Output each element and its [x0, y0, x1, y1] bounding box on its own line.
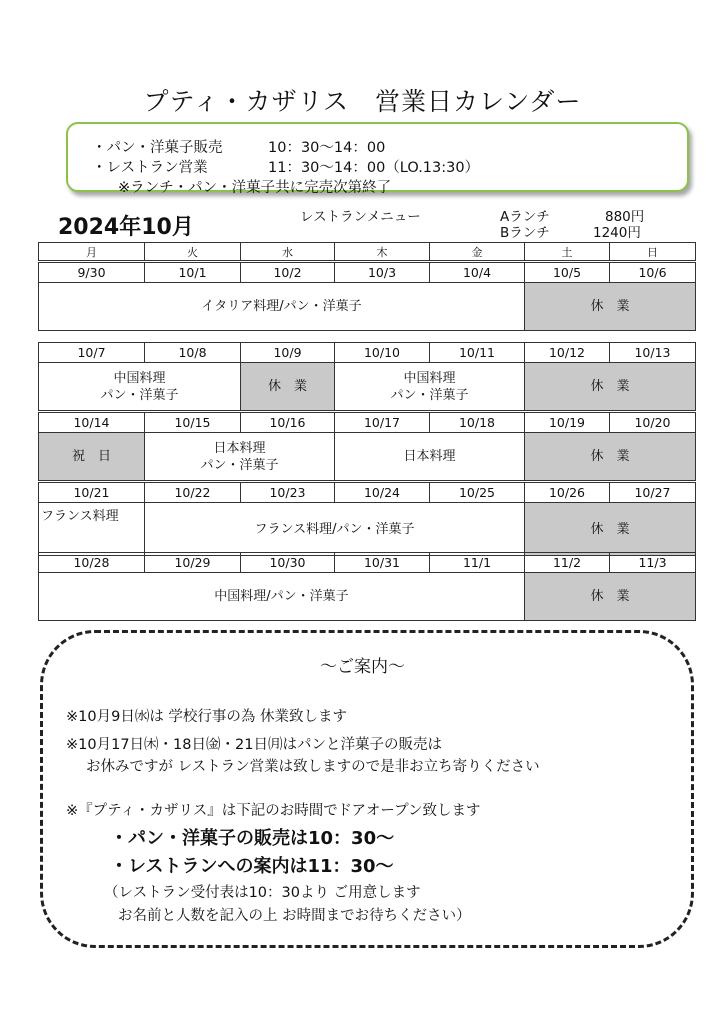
closed-cell: 休 業	[241, 363, 335, 411]
calendar-week	[38, 262, 696, 331]
weekday-header	[38, 242, 696, 261]
date-cell: 10/2	[241, 263, 335, 283]
weekday-label: 日	[610, 243, 696, 261]
notice-highlight: ・レストランへの案内は11：30～	[110, 856, 394, 877]
notice-line: ※10月17日㈭・18日㈮・21日㈪はパンと洋菓子の販売は	[66, 737, 442, 753]
calendar-week	[38, 482, 696, 556]
menu-item-price: 880円	[605, 209, 645, 225]
weekday-label: 火	[145, 243, 241, 261]
date-cell: 10/15	[145, 413, 241, 433]
weekday-label: 水	[241, 243, 335, 261]
menu-item-name: Aランチ	[500, 209, 550, 225]
calendar-week	[38, 412, 696, 481]
date-cell: 10/27	[610, 483, 696, 503]
date-cell: 10/21	[39, 483, 145, 503]
date-cell: 10/6	[610, 263, 696, 283]
date-cell: 10/30	[241, 553, 335, 573]
date-cell: 10/17	[335, 413, 430, 433]
date-cell: 10/14	[39, 413, 145, 433]
closed-cell: 祝 日	[39, 433, 145, 481]
date-cell: 10/31	[335, 553, 430, 573]
date-cell: 10/10	[335, 343, 430, 363]
date-cell: 11/1	[430, 553, 525, 573]
date-cell: 10/12	[525, 343, 610, 363]
date-cell: 11/3	[610, 553, 696, 573]
closed-cell: 休 業	[525, 283, 696, 331]
weekday-label: 金	[430, 243, 525, 261]
date-cell: 10/3	[335, 263, 430, 283]
hours-label: ・パン・洋菓子販売	[92, 140, 223, 156]
date-cell: 11/2	[525, 553, 610, 573]
weekday-label: 土	[525, 243, 610, 261]
date-cell: 10/8	[145, 343, 241, 363]
date-cell: 9/30	[39, 263, 145, 283]
menu-cell: 日本料理 パン・洋菓子	[145, 433, 335, 481]
date-cell: 10/11	[430, 343, 525, 363]
notice-highlight: ・パン・洋菓子の販売は10：30～	[110, 828, 395, 849]
notice-line: （レストラン受付表は10：30より ご用意します	[104, 885, 421, 901]
menu-cell: 中国料理/パン・洋菓子	[39, 573, 525, 621]
date-cell: 10/16	[241, 413, 335, 433]
menu-cell: フランス料理/パン・洋菓子	[145, 503, 525, 556]
month-heading: 2024年10月	[58, 215, 194, 240]
date-cell: 10/5	[525, 263, 610, 283]
closed-cell: 休 業	[525, 573, 696, 621]
date-cell: 10/26	[525, 483, 610, 503]
notice-line: お休みですが レストラン営業は致しますので是非お立ち寄りください	[86, 759, 540, 775]
closed-cell: 休 業	[525, 363, 696, 411]
hours-value: 10：30～14：00	[268, 140, 386, 156]
calendar-week	[38, 552, 696, 621]
menu-cell: 中国料理 パン・洋菓子	[335, 363, 525, 411]
closed-cell: 休 業	[525, 503, 696, 556]
weekday-label: 月	[39, 243, 145, 261]
closed-cell: 休 業	[525, 433, 696, 481]
menu-item-price: 1240円	[593, 225, 641, 241]
hours-label: ・レストラン営業	[92, 160, 208, 176]
page-title: プティ・カザリス 営業日カレンダー	[143, 87, 582, 116]
menu-cell: 中国料理 パン・洋菓子	[39, 363, 241, 411]
menu-cell: 日本料理	[335, 433, 525, 481]
date-cell: 10/22	[145, 483, 241, 503]
notice-line: お名前と人数を記入の上 お時間までお待ちください）	[118, 908, 471, 924]
menu-cell: イタリア料理/パン・洋菓子	[39, 283, 525, 331]
notice-line: ※『プティ・カザリス』は下記のお時間でドアオープン致します	[66, 803, 481, 819]
business-hours-box	[66, 122, 689, 196]
date-cell: 10/28	[39, 553, 145, 573]
date-cell: 10/9	[241, 343, 335, 363]
menu-cell: フランス料理	[39, 503, 145, 556]
hours-note: ※ランチ・パン・洋菓子共に完売次第終了	[118, 180, 392, 196]
date-cell: 10/4	[430, 263, 525, 283]
date-cell: 10/25	[430, 483, 525, 503]
date-cell: 10/18	[430, 413, 525, 433]
hours-value: 11：30～14：00（LO.13:30）	[268, 160, 480, 176]
date-cell: 10/1	[145, 263, 241, 283]
date-cell: 10/19	[525, 413, 610, 433]
notice-line: ※10月9日㈬は 学校行事の為 休業致します	[66, 709, 348, 725]
menu-heading: レストランメニュー	[300, 209, 421, 225]
weekday-label: 木	[335, 243, 430, 261]
notice-title: ～ご案内～	[320, 657, 405, 677]
date-cell: 10/13	[610, 343, 696, 363]
calendar-week	[38, 342, 696, 411]
date-cell: 10/29	[145, 553, 241, 573]
date-cell: 10/23	[241, 483, 335, 503]
menu-item-name: Bランチ	[500, 225, 550, 241]
date-cell: 10/7	[39, 343, 145, 363]
date-cell: 10/20	[610, 413, 696, 433]
date-cell: 10/24	[335, 483, 430, 503]
